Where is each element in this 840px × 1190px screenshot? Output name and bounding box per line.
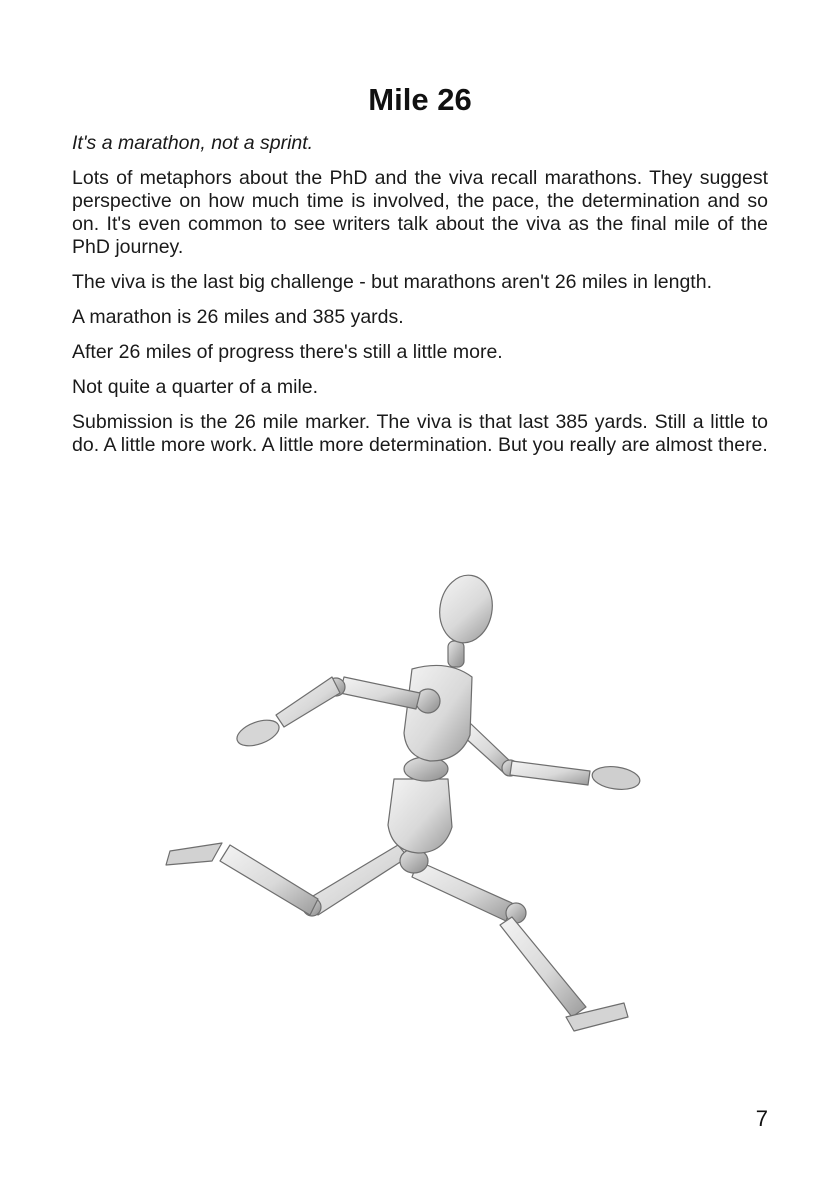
paragraph-4: After 26 miles of progress there's still a little more.: [72, 341, 503, 363]
paragraph-3: A marathon is 26 miles and 385 yards.: [72, 306, 404, 328]
wooden-mannequin-illustration: [150, 565, 670, 1045]
paragraph-5: Not quite a quarter of a mile.: [72, 376, 319, 398]
paragraph-6: Submission is the 26 mile marker. The viva is that last 385 yards. Still a little to do. A little more work. A little more determination. But you really are almost there.: [72, 411, 768, 456]
paragraph-2: The viva is the last big challenge - but marathons aren't 26 miles in length.: [72, 271, 712, 293]
body-text: [72, 132, 768, 469]
page-number: 7: [755, 1106, 768, 1131]
running-mannequin-figure: [150, 565, 670, 1045]
epigraph: It's a marathon, not a sprint.: [72, 132, 314, 154]
paragraph-1: Lots of metaphors about the PhD and the viva recall marathons. They suggest perspective on how much time is involved, the pace, the determination and so on. It's even common to see writers talk about the viva as the final mile of the PhD journey.: [72, 167, 768, 258]
page-title: Mile 26: [368, 82, 472, 117]
